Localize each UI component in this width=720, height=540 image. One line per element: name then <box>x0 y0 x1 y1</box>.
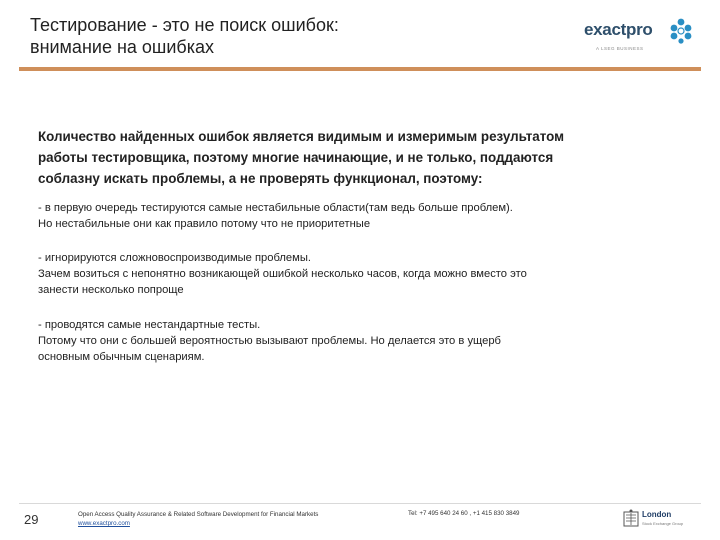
item-line: Зачем возиться с непонятно возникающей ошибкой несколько часов, когда можно вместо это <box>38 268 527 280</box>
footer-phone: Tel: +7 495 640 24 60 , +1 415 830 3849 <box>408 510 520 517</box>
lead-line: соблазну искать проблемы, а не проверять функционал, поэтому: <box>38 171 483 186</box>
item-line: - в первую очередь тестируются самые нестабильные области(там ведь больше проблем). <box>38 202 513 214</box>
slide-title <box>30 14 550 58</box>
header-divider <box>19 67 701 71</box>
item-line: - проводятся самые нестандартные тесты. <box>38 319 261 331</box>
lse-logo-text: London <box>642 510 672 519</box>
footer-company <box>78 510 318 528</box>
lse-logo <box>622 509 702 531</box>
item-line: основным обычным сценариям. <box>38 351 205 363</box>
footer-divider <box>19 503 701 504</box>
lead-paragraph <box>38 126 688 189</box>
lead-line: Количество найденных ошибок является видимым и измеримым результатом <box>38 129 564 144</box>
list-item <box>38 250 688 298</box>
logo-subtitle: A LSEG BUSINESS <box>596 46 644 51</box>
company-description: Open Access Quality Assurance & Related Software Development for Financial Markets <box>78 511 319 518</box>
item-line: - игнорируются сложновоспроизводимые проблемы. <box>38 252 311 264</box>
lse-crest-icon <box>622 509 640 529</box>
item-line: занести несколько попроще <box>38 284 184 296</box>
item-line: Но нестабильные они как правило потому что не приоритетные <box>38 218 371 230</box>
page-number: 29 <box>24 512 39 527</box>
website-link[interactable]: www.exactpro.com <box>78 520 130 527</box>
title-line: Тестирование - это не поиск ошибок: <box>30 15 339 35</box>
list-item <box>38 200 688 232</box>
lead-line: работы тестировщика, поэтому многие начинающие, и не только, поддаются <box>38 150 554 165</box>
exactpro-mark-icon <box>670 18 692 44</box>
title-line: внимание на ошибках <box>30 37 214 57</box>
item-line: Потому что они с большей вероятностью вызывают проблемы. Но делается это в ущерб <box>38 335 501 347</box>
logo-text: exactpro <box>584 20 653 39</box>
lse-logo-subtitle: Stock Exchange Group <box>642 521 684 526</box>
list-item <box>38 317 688 365</box>
exactpro-logo <box>584 18 694 54</box>
